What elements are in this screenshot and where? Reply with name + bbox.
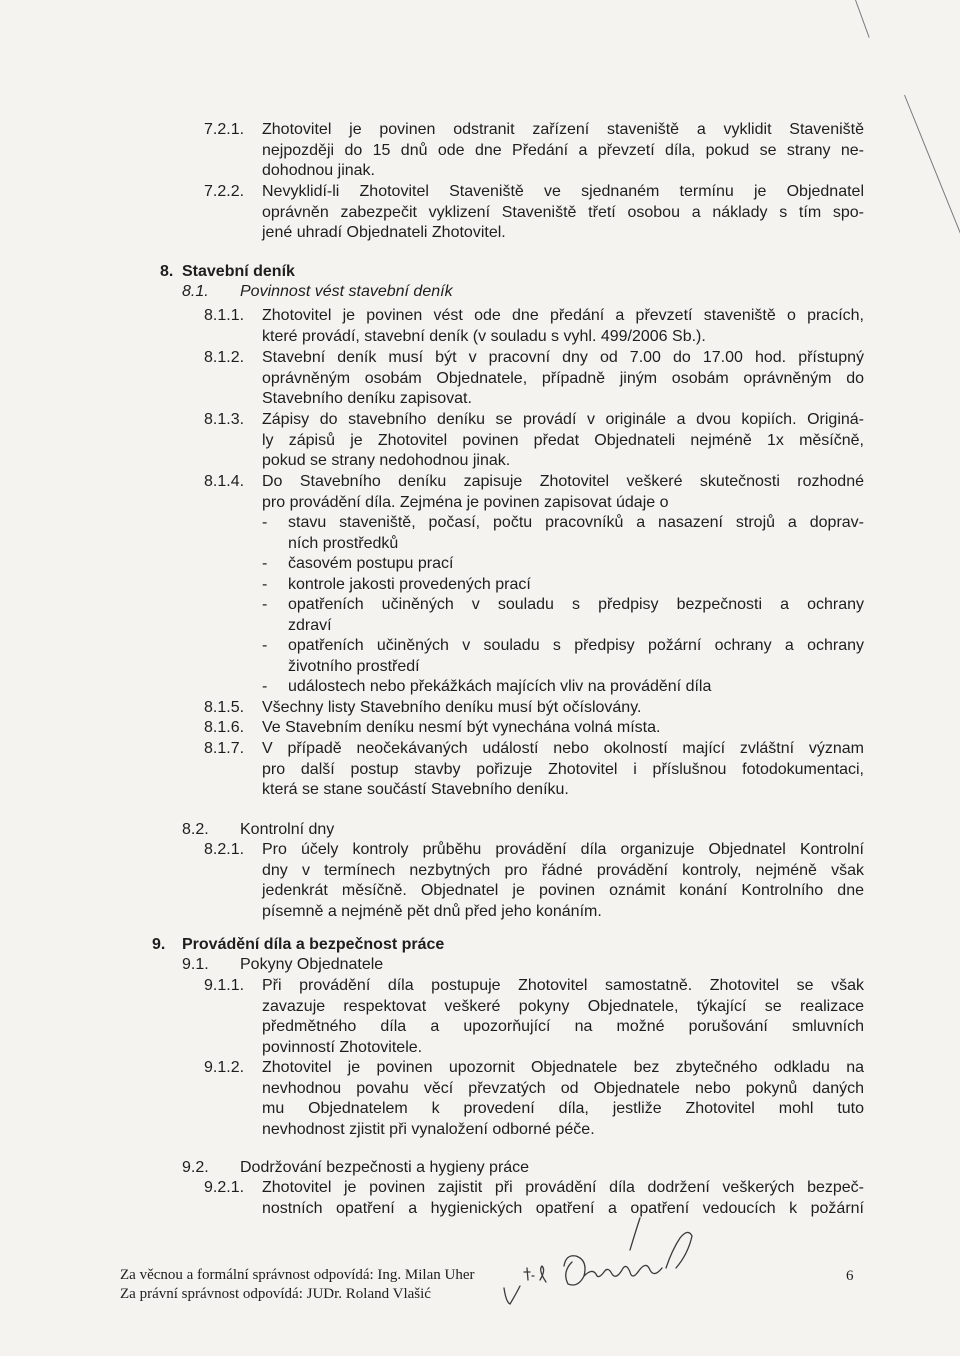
text-line: Zhotovitel je povinen zajistit při provádění díla dodržení veškerých bezpeč- bbox=[262, 1179, 864, 1196]
footer bbox=[120, 1266, 475, 1304]
list-item-line: životního prostředí bbox=[288, 657, 420, 675]
text-line: jené uhradí Objednateli Zhotovitel. bbox=[262, 224, 506, 241]
section-8-1-6 bbox=[204, 718, 864, 739]
text-line: Pro účely kontroly průběhu provádění díla organizuje Objednatel Kontrolní bbox=[262, 841, 864, 858]
text-line: ly zápisů je Zhotovitel povinen předat Objednateli nejméně 1x měsíčně, bbox=[262, 431, 864, 449]
list-item-line: kontrole jakosti provedených prací bbox=[288, 575, 531, 593]
handwritten-signature bbox=[480, 1210, 730, 1310]
section-number: 8.1.4. bbox=[204, 473, 245, 490]
heading-8-1 bbox=[182, 282, 453, 303]
list-item-line: opatřeních učiněných v souladu s předpisy požární ochrany a ochrany bbox=[288, 637, 864, 654]
heading-9 bbox=[152, 935, 444, 956]
list-item-line: událostech nebo překážkách majících vliv na provádění díla bbox=[288, 678, 712, 695]
heading-number: 9.1. bbox=[182, 956, 209, 973]
text-line: které provádí, stavební deník (v souladu s vyhl. 499/2006 Sb.). bbox=[262, 327, 706, 345]
heading-number: 8. bbox=[160, 263, 174, 280]
text-line: oprávněn zabezpečit vyklizení Staveniště třetí osobou a náklady s tím spo- bbox=[262, 203, 864, 221]
section-8-1-5 bbox=[204, 698, 864, 719]
list-item-line: ních prostředků bbox=[288, 534, 399, 552]
section-number: 8.1.6. bbox=[204, 719, 245, 736]
list-item: - stavu staveniště, počasí, počtu pracovníků a nasazení strojů a doprav- ních prostředků bbox=[262, 513, 864, 554]
text-line: Stavebního deníku zapisovat. bbox=[262, 390, 472, 407]
text-line: dohodnou jinak. bbox=[262, 162, 375, 179]
section-number: 8.1.2. bbox=[204, 349, 245, 366]
section-9-1-1 bbox=[204, 976, 864, 1058]
section-8-1-1 bbox=[204, 306, 864, 347]
footer-responsibility-line: Za věcnou a formální správnost odpovídá: Ing. Milan Uher bbox=[120, 1267, 475, 1283]
section-8-1-4 bbox=[204, 472, 864, 698]
text-line: Zhotovitel je povinen vést ode dne předání a převzetí staveniště o pracích, bbox=[262, 307, 864, 324]
text-line: Stavební deník musí být v pracovní dny od 7.00 do 17.00 hod. přístupný bbox=[262, 349, 864, 366]
scan-edge-line bbox=[855, 0, 870, 38]
text-line: Do Stavebního deníku zapisuje Zhotovitel veškeré skutečnosti rozhodné bbox=[262, 473, 864, 490]
heading-8-2 bbox=[182, 820, 334, 841]
section-number: 8.2.1. bbox=[204, 841, 245, 858]
section-7-2-2 bbox=[204, 182, 864, 244]
text-line: V případě neočekávaných událostí nebo okolností mající zvláštní význam bbox=[262, 740, 864, 757]
list-item-line: časovém postupu prací bbox=[288, 555, 454, 572]
heading-number: 8.1. bbox=[182, 283, 209, 300]
section-9-1-2 bbox=[204, 1058, 864, 1140]
heading-title: Pokyny Objednatele bbox=[240, 956, 384, 973]
text-line: předmětného díla a upozorňující na možné porušování smluvních bbox=[262, 1018, 864, 1035]
list-item-line: stavu staveniště, počasí, počtu pracovníků a nasazení strojů a doprav- bbox=[288, 514, 864, 531]
heading-number: 9. bbox=[152, 936, 166, 953]
list-item: - opatřeních učiněných v souladu s předpisy požární ochrany a ochrany životního prostředí bbox=[262, 636, 864, 677]
text-line: nevhodnost zjistit při vynaložení odborné péče. bbox=[262, 1120, 595, 1138]
text-line: Při provádění díla postupuje Zhotovitel samostatně. Zhotovitel se však bbox=[262, 977, 864, 994]
section-number: 9.1.1. bbox=[204, 977, 245, 994]
section-number: 9.2.1. bbox=[204, 1179, 245, 1196]
text-line: nejpozději do 15 dnů ode dne Předání a převzetí díla, pokud se strany ne- bbox=[262, 141, 864, 159]
section-number: 8.1.3. bbox=[204, 411, 245, 428]
page-number: 6 bbox=[846, 1268, 854, 1284]
section-number: 7.2.2. bbox=[204, 183, 245, 200]
heading-number: 9.2. bbox=[182, 1159, 209, 1176]
text-line: pokud se strany nedohodnou jinak. bbox=[262, 452, 511, 469]
heading-title: Stavební deník bbox=[182, 263, 295, 280]
heading-title: Kontrolní dny bbox=[240, 821, 335, 838]
heading-title: Povinnost vést stavební deník bbox=[240, 283, 453, 300]
text-line: Nevyklidí-li Zhotovitel Staveniště ve sjednaném termínu je Objednatel bbox=[262, 183, 864, 200]
heading-title: Dodržování bezpečnosti a hygieny práce bbox=[240, 1159, 530, 1176]
section-number: 8.1.1. bbox=[204, 307, 245, 324]
text-line: Zápisy do stavebního deníku se provádí v originále a dvou kopiích. Originá- bbox=[262, 411, 864, 428]
text-line: pro provádění díla. Zejména je povinen zapisovat údaje o bbox=[262, 493, 669, 511]
footer-legal-line: Za právní správnost odpovídá: JUDr. Roland Vlašić bbox=[120, 1286, 431, 1302]
scan-edge-line bbox=[904, 95, 960, 234]
text-line: Zhotovitel je povinen odstranit zařízení staveniště a vyklidit Staveniště bbox=[262, 121, 864, 138]
text-line: Všechny listy Stavebního deníku musí být očíslovány. bbox=[262, 699, 642, 716]
section-number: 9.1.2. bbox=[204, 1059, 245, 1076]
list-item-line: opatřeních učiněných v souladu s předpisy bezpečnosti a ochrany bbox=[288, 596, 864, 613]
text-line: písemně a nejméně pět dnů před jeho konáním. bbox=[262, 902, 602, 920]
heading-9-2 bbox=[182, 1158, 529, 1179]
list-item: - opatřeních učiněných v souladu s předpisy bezpečnosti a ochrany zdraví bbox=[262, 595, 864, 636]
list-item: - událostech nebo překážkách majících vliv na provádění díla bbox=[262, 677, 864, 698]
text-line: Zhotovitel je povinen upozornit Objednatele bez zbytečného odkladu na bbox=[262, 1059, 864, 1076]
text-line: oprávněným osobám Objednatele, případně jiným osobám oprávněným do bbox=[262, 369, 864, 387]
section-8-1-2 bbox=[204, 348, 864, 410]
section-8-2-1 bbox=[204, 840, 864, 922]
text-line: mu Objednatelem k provedení díla, jestliže Zhotovitel mohl tuto bbox=[262, 1100, 864, 1117]
section-number: 8.1.7. bbox=[204, 740, 245, 757]
heading-8 bbox=[160, 262, 295, 283]
heading-title: Provádění díla a bezpečnost práce bbox=[182, 936, 445, 953]
text-line: zavazuje respektovat veškeré pokyny Objednatele, týkající se realizace bbox=[262, 997, 864, 1015]
list-item: - časovém postupu prací bbox=[262, 554, 864, 575]
section-7-2-1 bbox=[204, 120, 864, 182]
record-items-list bbox=[262, 513, 864, 698]
section-8-1-7 bbox=[204, 739, 864, 801]
section-number: 8.1.5. bbox=[204, 699, 245, 716]
text-line: pro další postup stavby pořizuje Zhotovitel i příslušnou fotodokumentaci, bbox=[262, 760, 864, 778]
list-item-line: zdraví bbox=[288, 616, 332, 634]
section-number: 7.2.1. bbox=[204, 121, 245, 138]
text-line: Ve Stavebním deníku nesmí být vynechána volná místa. bbox=[262, 719, 661, 736]
text-line: nevhodnou povahu věcí převzatých od Objednatele nebo pokynů daných bbox=[262, 1079, 864, 1097]
section-8-1-3 bbox=[204, 410, 864, 472]
list-item: - kontrole jakosti provedených prací bbox=[262, 575, 864, 596]
heading-9-1 bbox=[182, 955, 383, 976]
text-line: jedenkrát měsíčně. Objednatel je povinen oznámit konání Kontrolního dne bbox=[262, 882, 864, 899]
heading-number: 8.2. bbox=[182, 821, 209, 838]
text-line: dny v termínech nezbytných pro řádné provádění kontroly, nejméně však bbox=[262, 861, 864, 879]
text-line: povinností Zhotovitele. bbox=[262, 1038, 423, 1056]
text-line: nostních opatření a hygienických opatření a opatření vedoucích k požární bbox=[262, 1199, 864, 1217]
text-line: která se stane součástí Stavebního deníku. bbox=[262, 781, 569, 798]
